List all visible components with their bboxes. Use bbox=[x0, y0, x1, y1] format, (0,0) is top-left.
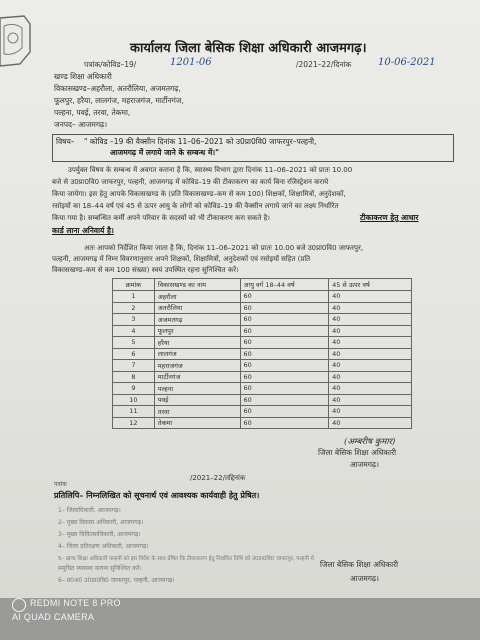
cell-age-45-plus: 40 bbox=[329, 348, 412, 360]
copy-signatory-place: आजमगढ़। bbox=[350, 574, 380, 583]
paragraph-1-line: किया जायेगा। इस हेतु आपके विकासखण्ड के (प्रति विकासखण्ड–कम से कम 100) शिक्षकों, शिक्षामित्रों, अनुदेशकों, bbox=[52, 190, 346, 198]
cell-block-name: पवई bbox=[154, 394, 240, 406]
office-title: कार्यालय जिला बेसिक शिक्षा अधिकारी आजमगढ़। bbox=[130, 41, 367, 56]
cell-block-name: अतरौलिया bbox=[154, 302, 240, 314]
subject-line-1: " कोविड –19 की वैक्सीन दिनांक 11–06–2021 को उ0प्रा0वि0 जाफरपुर–पल्हनी, bbox=[84, 137, 317, 146]
table-row bbox=[113, 337, 412, 349]
copy-item: 2– मुख्य विकास अधिकारी, आजमगढ़। bbox=[58, 519, 144, 526]
header-block-name: विकासखण्ड का नाम bbox=[154, 279, 240, 291]
cell-serial: 8 bbox=[113, 371, 155, 383]
table-row bbox=[113, 371, 412, 383]
cell-block-name: तेकमा bbox=[154, 417, 240, 429]
signature-handwritten: (अम्बरीष कुमार) bbox=[344, 437, 396, 447]
table-row bbox=[113, 360, 412, 372]
camera-watermark-label: AI QUAD CAMERA bbox=[12, 612, 95, 622]
copy-item: 1– जिलाधिकारी, आजमगढ़। bbox=[58, 507, 121, 514]
cell-serial: 11 bbox=[113, 406, 155, 418]
header-serial: क्रमांक bbox=[113, 279, 155, 291]
cell-serial: 3 bbox=[113, 314, 155, 326]
addressee-line: फूलपुर, हरैया, लालगंज, महराजगंज, मार्टीनगंज, bbox=[54, 96, 184, 105]
cell-age-45-plus: 40 bbox=[329, 406, 412, 418]
table-header-row bbox=[113, 279, 412, 291]
table-row bbox=[113, 291, 412, 303]
table-row bbox=[113, 325, 412, 337]
subject-line-2: आजमगढ़ में लगाये जाने के सम्बन्ध में।" bbox=[110, 148, 220, 157]
letter-number-handwritten: 1201-06 bbox=[170, 57, 212, 68]
copy-ref-line: /2021–22/तद्दिनांक bbox=[190, 474, 246, 482]
cell-block-name: मार्टीनगंज bbox=[154, 371, 240, 383]
camera-lens-icon bbox=[12, 598, 26, 612]
table-row bbox=[113, 406, 412, 418]
cell-block-name: लालगंज bbox=[154, 348, 240, 360]
cell-serial: 9 bbox=[113, 383, 155, 395]
cell-age-45-plus: 40 bbox=[329, 291, 412, 303]
signatory-place: आजमगढ़। bbox=[350, 460, 380, 469]
paragraph-2-line: पल्हनी, आजमगढ़ में निम्न विवरणानुसार अपने शिक्षकों, शिक्षामित्रों, अनुदेशकों एवं रसोइयों सहित (प्रति bbox=[52, 255, 311, 263]
cell-age-18-44: 60 bbox=[240, 314, 329, 326]
cell-block-name: महराजगंज bbox=[154, 360, 240, 372]
paragraph-2-line: अतः आपको निर्देशित किया जाता है कि, दिनांक 11–06–2021 को प्रातः 10.00 बजे उ0प्रा0वि0 जाफरपुर, bbox=[84, 244, 364, 252]
cell-age-45-plus: 40 bbox=[329, 360, 412, 372]
paragraph-1-line: बजे से उ0प्रा0वि0 जाफरपुर, पल्हनी, आजमगढ़ में कोविड–19 की टीकाकरण का कार्य बिना रजिस्ट्रेशन कराये bbox=[52, 178, 329, 186]
aadhaar-notice-bold-line: कार्ड लाना अनिवार्य है। bbox=[52, 226, 114, 235]
cell-serial: 12 bbox=[113, 417, 155, 429]
copy-ref-prefix: पत्रांक bbox=[54, 481, 67, 488]
table-row bbox=[113, 302, 412, 314]
cell-block-name: तरवा bbox=[154, 406, 240, 418]
cell-age-18-44: 60 bbox=[240, 291, 329, 303]
table-row bbox=[113, 383, 412, 395]
cell-serial: 7 bbox=[113, 360, 155, 372]
subject-label: विषय– bbox=[56, 137, 75, 146]
header-age-18-44: आयु वर्ग 18–44 वर्ष bbox=[240, 279, 329, 291]
paragraph-1-line: रसोइयों का 18–44 वर्ष एवं 45 से ऊपर आयु के लोगों को कोविड–19 की वैक्सीन लगाये जाने का लक्ष्य निर्धारित bbox=[52, 202, 339, 210]
cell-block-name: अहरौला bbox=[154, 291, 240, 303]
table-row bbox=[113, 314, 412, 326]
copy-item: 5– खण्ड शिक्षा अधिकारी पल्हनी को इस निर्देश के साथ प्रेषित कि टीकाकरण हेतु निर्धारित तिथि को उ0प्रा0वि0 जाफरपुर, पल्हनी में bbox=[58, 556, 314, 562]
cell-block-name: फूलपुर bbox=[154, 325, 240, 337]
cell-age-18-44: 60 bbox=[240, 394, 329, 406]
cell-age-45-plus: 40 bbox=[329, 302, 412, 314]
copy-item: 3– मुख्य चिकित्साधिकारी, आजमगढ़। bbox=[58, 531, 141, 538]
cell-age-18-44: 60 bbox=[240, 417, 329, 429]
letter-date-label: /2021–22/दिनांक bbox=[296, 60, 352, 69]
cell-age-18-44: 60 bbox=[240, 302, 329, 314]
camera-watermark-model: REDMI NOTE 8 PRO bbox=[30, 598, 121, 608]
cell-age-45-plus: 40 bbox=[329, 417, 412, 429]
cell-age-18-44: 60 bbox=[240, 360, 329, 372]
emblem-seal bbox=[0, 12, 34, 70]
cell-age-45-plus: 40 bbox=[329, 371, 412, 383]
cell-age-45-plus: 40 bbox=[329, 383, 412, 395]
copy-item: समुचित व्यवस्था कराना सुनिश्चित करें। bbox=[58, 565, 142, 572]
header-age-45-plus: 45 से ऊपर वर्ष bbox=[329, 279, 412, 291]
cell-age-45-plus: 40 bbox=[329, 394, 412, 406]
cell-block-name: पल्हना bbox=[154, 383, 240, 395]
cell-block-name: हरैया bbox=[154, 337, 240, 349]
cell-serial: 10 bbox=[113, 394, 155, 406]
addressee-line: पल्हना, पवई, तरवा, तेकमा, bbox=[54, 108, 131, 117]
paragraph-2-line: विकासखण्ड–कम से कम 100 संख्या) स्वयं उपस्थित रहना सुनिश्चित करें। bbox=[52, 266, 239, 274]
addressee-line: विकासखण्ड–अहरौला, अतरौलिया, अजमतगढ़, bbox=[54, 84, 181, 93]
cell-age-18-44: 60 bbox=[240, 325, 329, 337]
paragraph-1-line: उपर्युक्त विषय के सम्बन्ध में अवगत कराना है कि, स्वास्थ्य विभाग द्वारा दिनांक 11–06–2021 को प्रातः 10.00 bbox=[68, 166, 353, 174]
cell-block-name: अजमतगढ़ bbox=[154, 314, 240, 326]
cell-age-45-plus: 40 bbox=[329, 325, 412, 337]
cell-age-18-44: 60 bbox=[240, 337, 329, 349]
vaccination-target-table bbox=[112, 278, 412, 429]
signatory-designation: जिला बेसिक शिक्षा अधिकारी bbox=[318, 448, 397, 457]
cell-serial: 4 bbox=[113, 325, 155, 337]
cell-serial: 1 bbox=[113, 291, 155, 303]
addressee-line: खण्ड शिक्षा अधिकारी bbox=[54, 72, 112, 81]
table-row bbox=[113, 417, 412, 429]
cell-age-45-plus: 40 bbox=[329, 314, 412, 326]
cell-serial: 6 bbox=[113, 348, 155, 360]
cell-serial: 2 bbox=[113, 302, 155, 314]
cell-age-18-44: 60 bbox=[240, 406, 329, 418]
addressee-line: जनपद– आजमगढ़। bbox=[54, 120, 108, 129]
table-row bbox=[113, 348, 412, 360]
paragraph-1-line: किया गया है। सम्बन्धित कर्मी अपने परिवार के सदस्यों को भी टीकाकरण करा सकते है। bbox=[52, 214, 270, 222]
letter-date-handwritten: 10-06-2021 bbox=[378, 57, 436, 68]
copy-item: 6– प्र0अ0 उ0प्रा0वि0 जाफरपुर, पल्हनी, आजमगढ़। bbox=[58, 577, 175, 584]
letter-number-label: पत्रांक/कोविड–19/ bbox=[84, 60, 137, 69]
cell-age-18-44: 60 bbox=[240, 348, 329, 360]
cell-age-45-plus: 40 bbox=[329, 337, 412, 349]
copy-signatory-designation: जिला बेसिक शिक्षा अधिकारी bbox=[320, 560, 399, 569]
cell-serial: 5 bbox=[113, 337, 155, 349]
aadhaar-notice-bold: टीकाकरण हेतु आधार bbox=[360, 213, 419, 222]
table-row bbox=[113, 394, 412, 406]
copy-heading: प्रतिलिपि– निम्नलिखित को सूचनार्थ एवं आवश्यक कार्यवाही हेतु प्रेषित। bbox=[54, 491, 260, 500]
cell-age-18-44: 60 bbox=[240, 371, 329, 383]
copy-item: 4– जिला प्रतिरक्षण अधिकारी, आजमगढ़। bbox=[58, 543, 149, 550]
cell-age-18-44: 60 bbox=[240, 383, 329, 395]
